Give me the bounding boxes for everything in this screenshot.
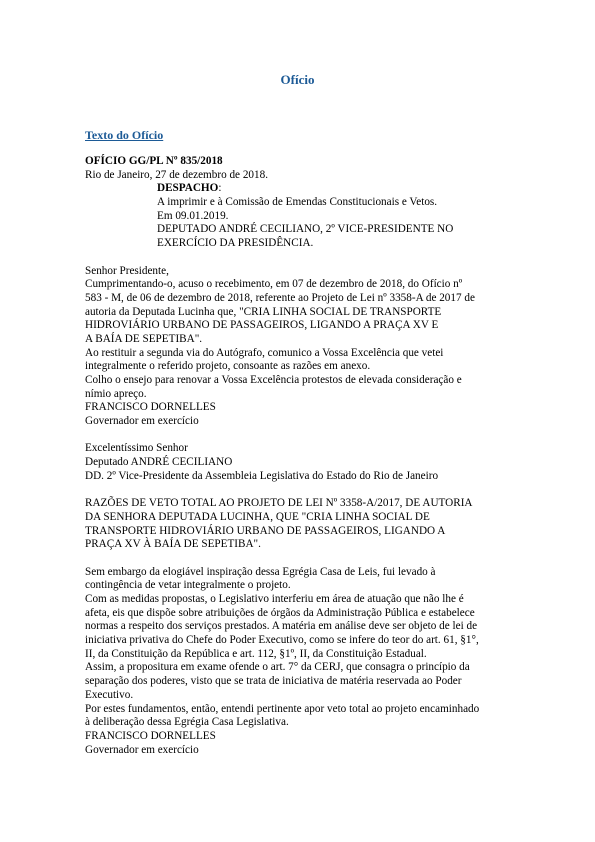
razoes-body-line: Assim, a propositura em exame ofende o art. 7° da CERJ, que consagra o princípio da [85, 661, 470, 674]
letter-line: Cumprimentando-o, acuso o recebimento, em 07 de dezembro de 2018, do Ofício nº [85, 278, 463, 291]
spacer [85, 484, 525, 498]
letter-line: Colho o ensejo para renovar a Vossa Excelência protestos de elevada consideração e [85, 374, 462, 386]
document-body [85, 155, 525, 757]
despacho-line: DEPUTADO ANDRÉ CECILIANO, 2º VICE-PRESIDENTE NO [157, 223, 454, 236]
letter-line: integralmente o referido projeto, consoante as razões em anexo. [85, 360, 371, 373]
despacho-line: A imprimir e à Comissão de Emendas Constitucionais e Vetos. [157, 196, 438, 209]
spacer [85, 251, 525, 265]
despacho-line: EXERCÍCIO DA PRESIDÊNCIA. [157, 237, 314, 250]
letter-line: 583 - M, de 06 de dezembro de 2018, referente ao Projeto de Lei nº 3358-A de 2017 de [85, 291, 475, 304]
signature-role: Governador em exercício [85, 743, 199, 756]
razoes-body-line: normas a respeito dos serviços prestados. A matéria em análise deve ser objeto de lei de [85, 620, 478, 633]
razoes-heading-line: PRAÇA XV À BAÍA DE SEPETIBA". [85, 538, 261, 551]
razoes-body-line: Por estes fundamentos, então, entendi pertinente apor veto total ao projeto encaminhado [85, 702, 480, 715]
addressee-line: DD. 2º Vice-Presidente da Assembleia Legislativa do Estado do Rio de Janeiro [85, 469, 439, 482]
place-date: Rio de Janeiro, 27 de dezembro de 2018. [85, 168, 268, 181]
salutation: Senhor Presidente, [85, 264, 169, 277]
addressee-line: Excelentíssimo Senhor [85, 442, 188, 455]
razoes-body-line: separação dos poderes, visto que se trata de iniciativa de matéria reservada ao Poder [85, 675, 462, 688]
letter-line: nímio apreço. [85, 387, 147, 400]
razoes-body-line: contingência de vetar integralmente o projeto. [85, 579, 291, 592]
despacho-colon: : [218, 182, 222, 195]
spacer [85, 552, 525, 566]
despacho-label: DESPACHO [157, 182, 219, 195]
razoes-body-line: à deliberação dessa Egrégia Casa Legislativa. [85, 716, 289, 729]
signature-name: FRANCISCO DORNELLES [85, 401, 216, 414]
letter-line: HIDROVIÁRIO URBANO DE PASSAGEIROS, LIGANDO A PRAÇA XV E [85, 319, 439, 332]
razoes-body-line: Com as medidas propostas, o Legislativo interferiu em área de atuação que não lhe é [85, 593, 464, 605]
razoes-body-line: afeta, eis que dispõe sobre atribuições de órgãos da Administração Pública e estabelece [85, 606, 475, 619]
spacer [85, 429, 525, 443]
razoes-body-line: Sem embargo da elogiável inspiração dessa Egrégia Casa de Leis, fui levado à [85, 565, 436, 578]
razoes-body-line: iniciativa privativa do Chefe do Poder Executivo, como se infere do teor do art. 61, §1°, [85, 634, 479, 647]
razoes-heading-line: DA SENHORA DEPUTADA LUCINHA, QUE "CRIA LINHA SOCIAL DE [85, 510, 430, 523]
razoes-heading-line: RAZÕES DE VETO TOTAL AO PROJETO DE LEI Nº 3358-A/2017, DE AUTORIA [85, 497, 473, 510]
letter-line: autoria da Deputada Lucinha que, "CRIA LINHA SOCIAL DE TRANSPORTE [85, 305, 442, 318]
razoes-body-line: Executivo. [85, 688, 134, 701]
oficio-number: OFÍCIO GG/PL Nº 835/2018 [85, 155, 223, 167]
despacho-heading [85, 182, 525, 196]
section-link-texto-do-oficio[interactable]: Texto do Ofício [85, 128, 164, 142]
razoes-heading-line: TRANSPORTE HIDROVIÁRIO URBANO DE PASSAGEIROS, LIGANDO A [85, 524, 446, 537]
signature-role: Governador em exercício [85, 415, 199, 428]
addressee-line: Deputado ANDRÉ CECILIANO [85, 456, 233, 469]
page-title: Ofício [280, 72, 315, 87]
letter-line: A BAÍA DE SEPETIBA". [85, 332, 203, 345]
signature-name: FRANCISCO DORNELLES [85, 729, 216, 742]
despacho-line: Em 09.01.2019. [157, 209, 229, 222]
letter-line: Ao restituir a segunda via do Autógrafo, comunico a Vossa Excelência que vetei [85, 346, 444, 359]
razoes-body-line: II, da Constituição da República e art. 112, §1º, II, da Constituição Estadual. [85, 647, 427, 660]
